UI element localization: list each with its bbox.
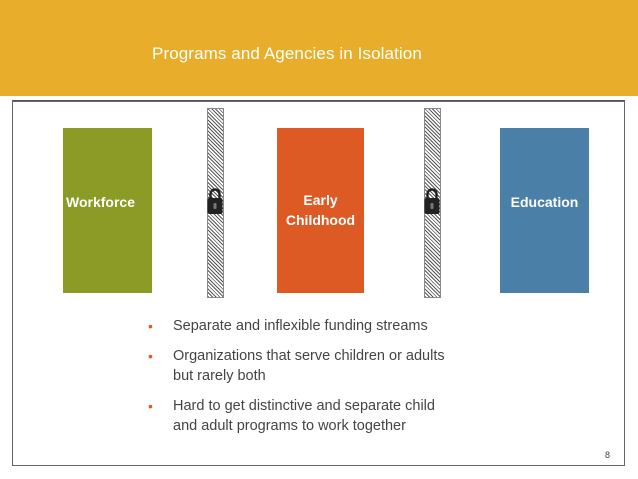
bullet-text: Organizations that serve children or adults	[173, 348, 445, 364]
bullet-item	[148, 396, 528, 436]
education-box	[500, 128, 589, 293]
early-childhood-box	[277, 128, 364, 293]
lock-icon	[206, 186, 224, 216]
bullet-item	[148, 346, 528, 386]
early-childhood-label-line-2: Childhood	[285, 212, 356, 228]
bullet-text: Hard to get distinctive and separate child	[173, 398, 435, 414]
bullet-text-continued: but rarely both	[173, 368, 266, 384]
education-label-line: Education	[510, 194, 579, 210]
bullet-text-continued: and adult programs to work together	[173, 418, 406, 434]
education-label	[500, 192, 589, 212]
bullet-dot-icon: •	[148, 348, 153, 364]
bullet-list	[148, 316, 528, 446]
workforce-label-line: Workforce	[66, 194, 135, 210]
workforce-label	[66, 192, 152, 212]
early-childhood-label	[277, 190, 364, 230]
page-number: 8	[605, 450, 611, 460]
bullet-text: Separate and inflexible funding streams	[173, 318, 428, 334]
workforce-box	[63, 128, 152, 293]
header-band	[0, 0, 638, 96]
bullet-dot-icon: •	[148, 318, 153, 334]
bullet-item	[148, 316, 528, 336]
lock-icon	[423, 186, 441, 216]
slide-title: Programs and Agencies in Isolation	[152, 44, 422, 63]
bullet-dot-icon: •	[148, 398, 153, 414]
early-childhood-label-line-1: Early	[303, 192, 338, 208]
frame-top-divider	[12, 100, 625, 101]
